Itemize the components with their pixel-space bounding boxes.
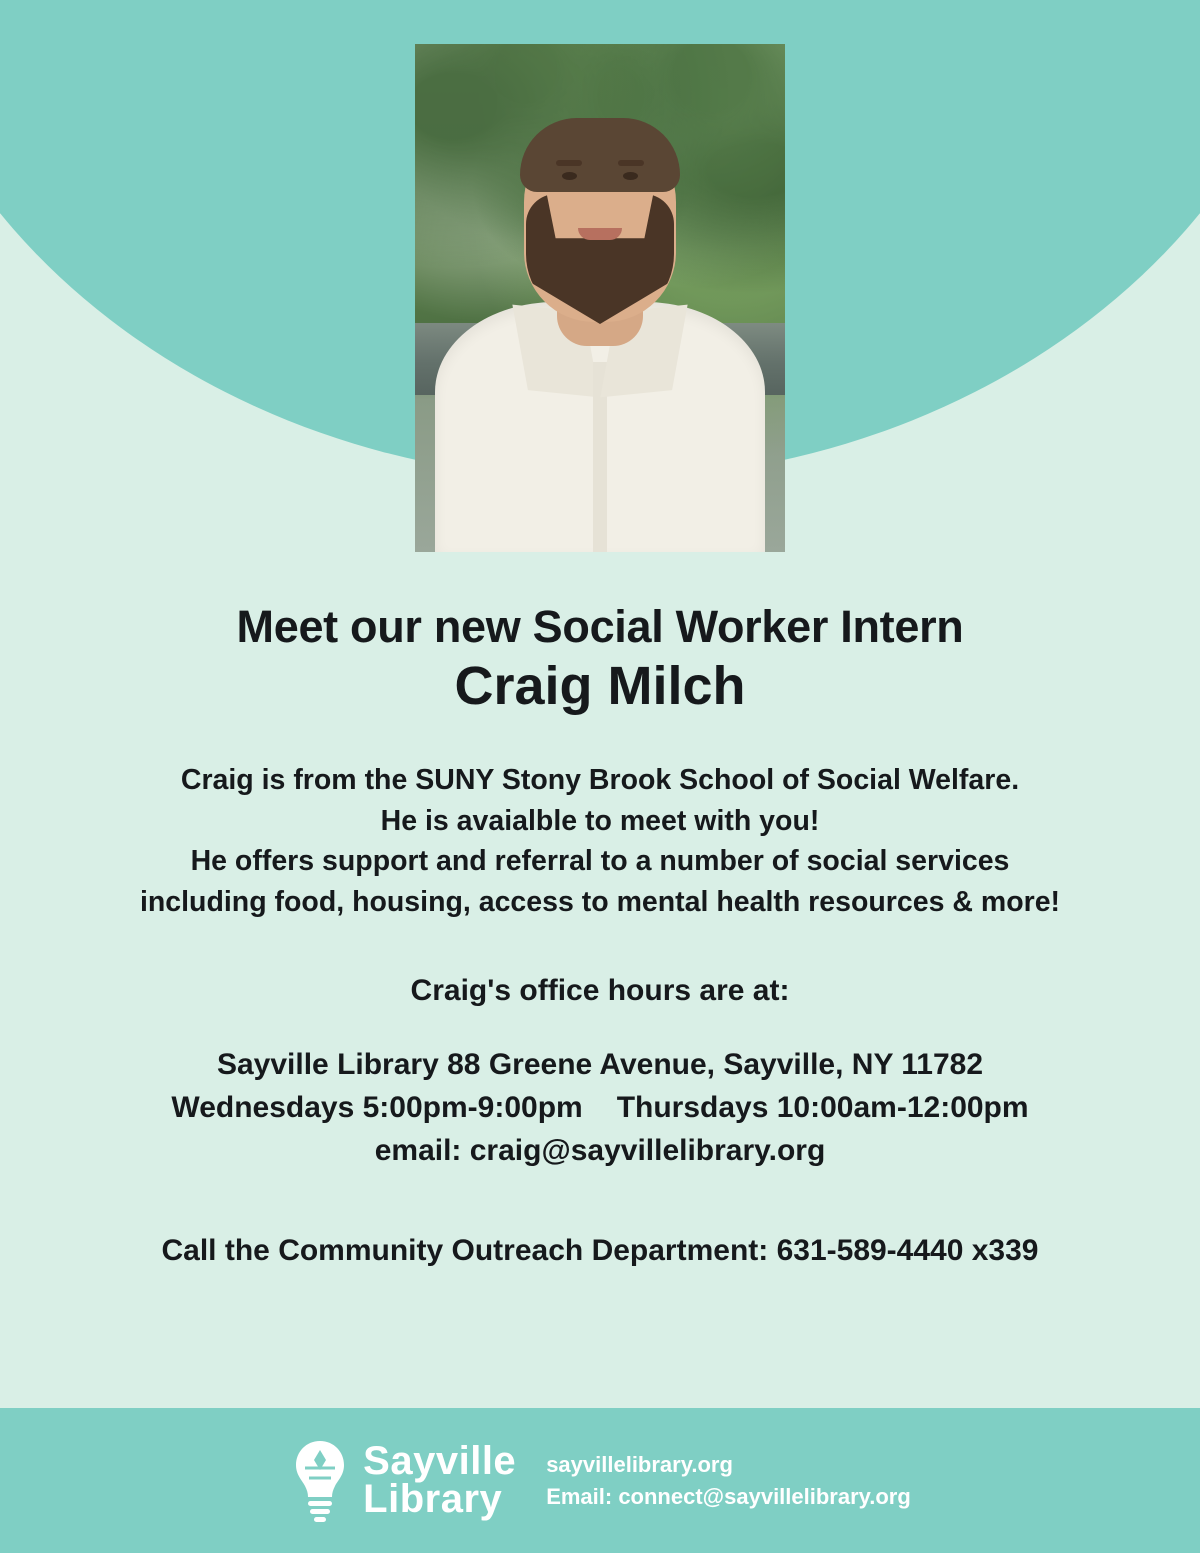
intro-line-3: He offers support and referral to a number of social services — [190, 845, 1010, 878]
hours-row — [0, 1087, 1200, 1130]
contact-email: email: craig@sayvillelibrary.org — [374, 1133, 826, 1167]
photo-eye-right — [623, 172, 638, 180]
footer-website[interactable]: sayvillelibrary.org — [546, 1451, 733, 1477]
poster-footer — [0, 1408, 1200, 1553]
lightbulb-icon — [289, 1438, 351, 1524]
photo-mouth — [578, 228, 622, 240]
logo-line-1: Sayville — [363, 1439, 517, 1484]
footer-contact — [546, 1449, 911, 1513]
intro-line-2: He is avaialble to meet with you! — [380, 804, 820, 837]
library-location: Sayville Library 88 Greene Avenue, Sayville, NY 11782 — [216, 1048, 984, 1082]
poster-intro — [0, 760, 1200, 922]
photo-shirt-placket — [593, 362, 607, 552]
sayville-library-logo — [289, 1438, 516, 1524]
photo-brow-left — [556, 160, 582, 166]
logo-wordmark — [363, 1439, 517, 1521]
call-department: Call the Community Outreach Department: 631-589-4440 x339 — [161, 1234, 1039, 1268]
office-hours-label: Craig's office hours are at: — [410, 974, 790, 1008]
poster-body — [0, 600, 1200, 1268]
poster-name: Craig Milch — [454, 656, 746, 717]
hours-thursday: Thursdays 10:00am-12:00pm — [616, 1090, 1029, 1124]
poster-heading: Meet our new Social Worker Intern — [236, 601, 964, 652]
intro-line-1: Craig is from the SUNY Stony Brook School of Social Welfare. — [180, 764, 1020, 797]
photo-eye-left — [562, 172, 577, 180]
photo-hair — [520, 118, 680, 192]
logo-line-2: Library — [363, 1476, 503, 1521]
portrait-photo — [415, 44, 785, 552]
footer-email[interactable]: Email: connect@sayvillelibrary.org — [546, 1483, 911, 1509]
office-hours-details — [0, 1044, 1200, 1172]
photo-brow-right — [618, 160, 644, 166]
intro-line-4: including food, housing, access to mental health resources & more! — [139, 885, 1061, 918]
hours-wednesday: Wednesdays 5:00pm-9:00pm — [171, 1090, 583, 1124]
